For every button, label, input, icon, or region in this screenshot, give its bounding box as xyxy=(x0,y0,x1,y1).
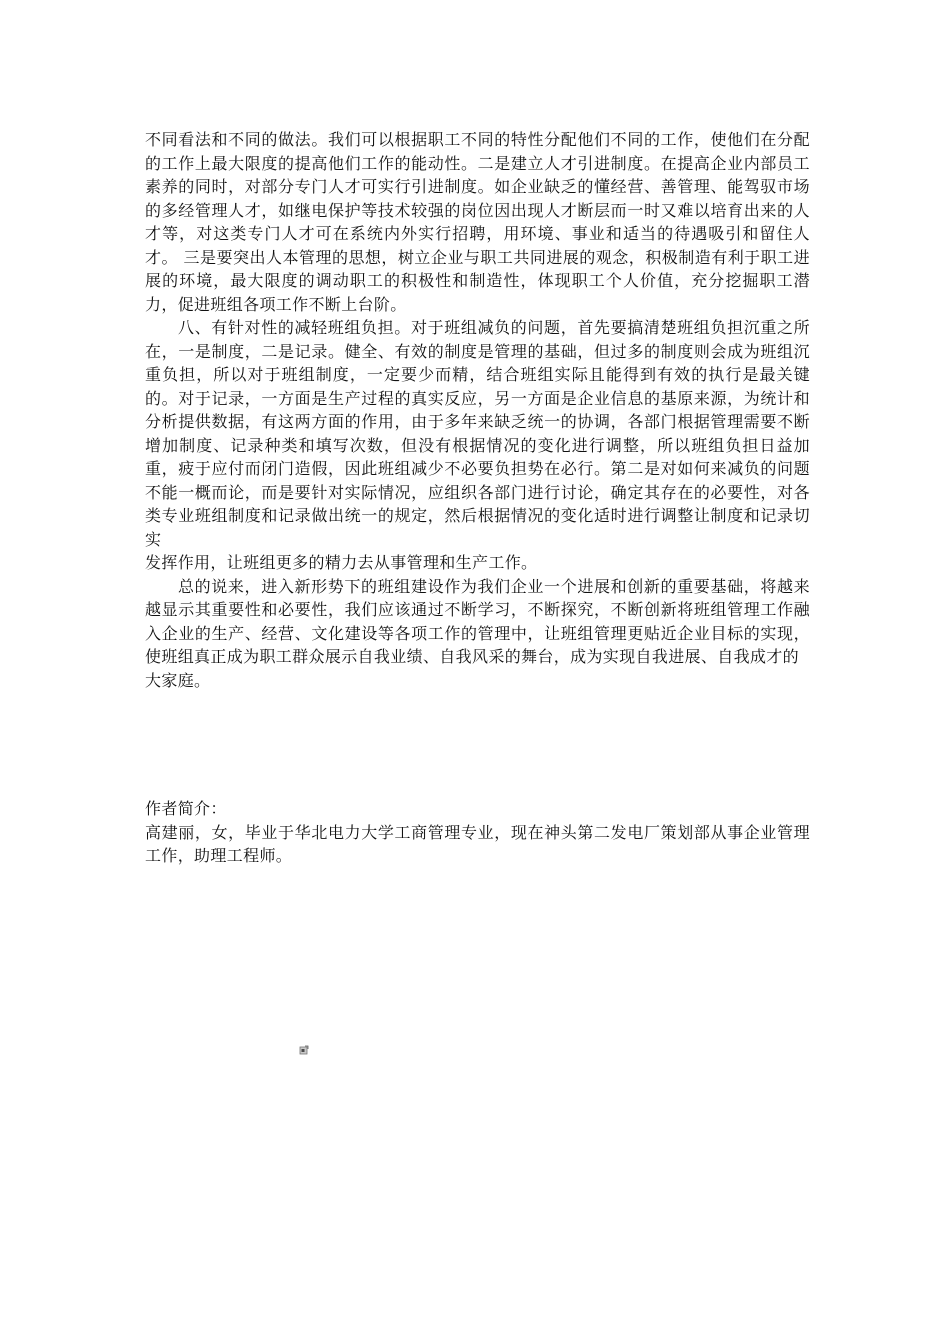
body-text xyxy=(145,128,810,692)
author-block xyxy=(145,797,810,868)
image-placeholder-icon xyxy=(299,1045,309,1055)
paragraph-talent-policy: 不同看法和不同的做法。我们可以根据职工不同的特性分配他们不同的工作，使他们在分配的工作上最大限度的提高他们工作的能动性。二是建立人才引进制度。在提高企业内部员工素养的同时，对部分专门人才可实行引进制度。如企业缺乏的懂经营、善管理、能驾驭市场的多经管理人才，如继电保护等技术较强的岗位因出现人才断层而一时又难以培育出来的人才等，对这类专门人才可在系统内外实行招聘，用环境、事业和适当的待遇吸引和留住人才。 三是要突出人本管理的思想，树立企业与职工共同进展的观念，积极制造有利于职工进展的环境，最大限度的调动职工的积极性和制造性，体现职工个人价值，充分挖掘职工潜力，促进班组各项工作不断上台阶。 xyxy=(145,130,810,314)
author-heading: 作者简介： xyxy=(145,799,227,818)
author-bio: 高建丽，女，毕业于华北电力大学工商管理专业，现在神头第二发电厂策划部从事企业管理工作，助理工程师。 xyxy=(145,822,810,865)
paragraph-conclusion-continued: 大家庭。 xyxy=(145,670,211,690)
paragraph-reduce-burden: 八、有针对性的减轻班组负担。对于班组减负的问题，首先要搞清楚班组负担沉重之所在，一是制度，二是记录。健全、有效的制度是管理的基础，但过多的制度则会成为班组沉重负担，所以对于班组制度，一定要少而精，结合班组实际且能得到有效的执行是最关键的。对于记录，一方面是生产过程的真实反应，另一方面是企业信息的基原来源，为统计和分析提供数据，有这两方面的作用，由于多年来缺乏统一的协调，各部门根据管理需要不断增加制度、记录种类和填写次数，但没有根据情况的变化进行调整，所以班组负担日益加重，疲于应付而闭门造假，因此班组减少不必要负担势在必行。第二是对如何来减负的问题不能一概而论，而是要针对实际情况，应组织各部门进行讨论，确定其存在的必要性，对各类专业班组制度和记录做出统一的规定，然后根据情况的变化适时进行调整让制度和记录切实 xyxy=(145,318,810,549)
paragraph-reduce-burden-continued: 发挥作用，让班组更多的精力去从事管理和生产工作。 xyxy=(145,553,538,572)
paragraph-conclusion: 总的说来，进入新形势下的班组建设作为我们企业一个进展和创新的重要基础，将越来越显示其重要性和必要性，我们应该通过不断学习，不断探究，不断创新将班组管理工作融入企业的生产、经营、文化建设等各项工作的管理中，让班组管理更贴近企业目标的实现，使班组真正成为职工群众展示自我业绩、自我风采的舞台，成为实现自我进展、自我成才的 xyxy=(145,576,810,666)
